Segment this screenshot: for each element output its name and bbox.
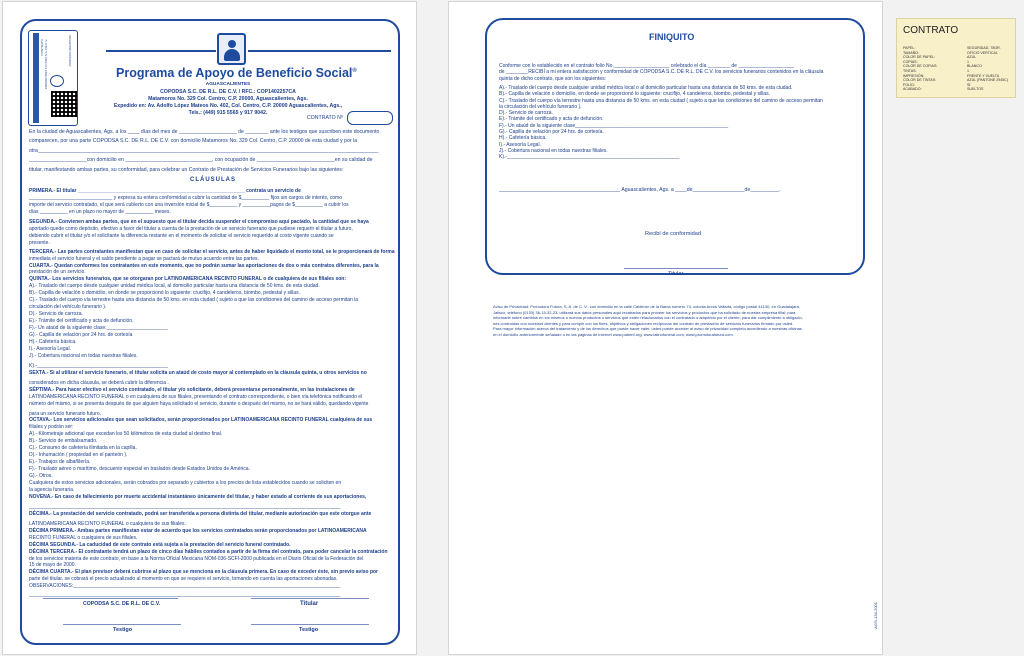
place-date: __________________________________________ Aguascalientes, Ags. a ____de__________________de__________.	[499, 187, 781, 193]
legend-value: BLANCO	[967, 64, 982, 69]
clause-line: circulación del vehículo funerario ).	[29, 304, 107, 311]
qr-code-icon	[51, 91, 77, 117]
legend-key: PAPEL:	[903, 46, 916, 50]
clause-line: ________________________________________________________________________________________________________________	[29, 592, 341, 599]
finiquito-line: de ________RECIBÍ a mi entera satisfacción y conformidad de COPODSA S.C. DE R.L. DE C.V. los servicios funerarios contenidos en la cláusula	[499, 69, 824, 76]
finiquito-line: K).-______________________________________________________________	[499, 154, 680, 161]
print-spec-legend	[896, 18, 1016, 98]
clause-line: LATINOAMERICANA RECINTO FUNERAL o cualquiera de sus filiales.	[29, 520, 186, 527]
clause-line: DÉCIMA TERCERA.- El contratante tendrá un plazo de cinco días hábiles contados a partir de la firma del contrato, para poder cancelar la contratación	[29, 548, 388, 555]
clauses-heading: CLÁUSULAS	[190, 177, 236, 183]
finiquito-line: quinta de dicho contrato, que son los siguientes:	[499, 75, 607, 82]
clause-line: QUINTA.- Los servicios funerarios, que se otorgaran por LATINOAMERICANA RECINTO FUNERAL o de cualquiera de sus filiales son:	[29, 276, 346, 283]
legend-value: AZUL (PANTONE 2945C)	[967, 78, 1009, 83]
titular-signature: Titular	[300, 601, 319, 607]
company-rfc: COPODSA S.C. DE R.L. DE C.V. / RFC.: COP1402257CA	[160, 89, 296, 95]
strip-band	[33, 33, 39, 123]
contract-text-line: comparecen, por una parte COPODSA S.C. DE R.L. DE C.V. con domicilio Matamoros No. 329 Col. Centro, C.P. 20000 de esta ciudad y por la	[29, 138, 358, 145]
legend-value: OFICIO VERTICAL	[967, 50, 998, 55]
contrato-number-field[interactable]	[347, 111, 393, 125]
privacy-line: Aviso de Privacidad: Promotora Futura, S. A. de C. V., con domicilio en la calle Calderón de la Barca número 74, colonia Arcos Vallarta, código postal 44130, en Guadalajara,	[493, 304, 800, 309]
clause-line: D).- Servicio de carroza.	[29, 311, 83, 318]
clause-line: B).- Servicio de embalsamado.	[29, 438, 98, 445]
signature-line	[63, 624, 181, 625]
clause-line: TERCERA.- Las partes contratantes manifiestan que en caso de solicitar el servicio, antes de haber liquidado el monto total, se le proporcionará de forma	[29, 248, 395, 255]
clause-line: J).- Cobertura nacional en todas nuestras filiales.	[29, 352, 138, 359]
finiquito-line: G).- Capilla de velación por 24 hrs. de cortesía.	[499, 129, 604, 135]
finiquito-line: Conforme con lo establecido en el contrato folio No.____________________ celebrado el día ________ de ____________________	[499, 63, 794, 69]
clause-line: LATINOAMERICANA RECINTO FUNERAL o en cualquiera de sus filiales, presentando el contrato correspondiente, o bien vía telefónica notificando el	[29, 393, 363, 400]
legend-value: SÍ	[967, 82, 971, 87]
contrato-number-label: CONTRATO Nº	[307, 115, 343, 121]
clause-line: ______________________________ y expresa su entera conformidad a cubrir la cantidad de $__________ fijos sin cargos de interés, como	[29, 194, 343, 201]
finiquito-line: H).- Cafetería básica.	[499, 135, 547, 142]
clause-line: I).- Asesoría Legal.	[29, 345, 71, 352]
clause-line: Cualquiera de estos servicios adicionales, serán cobrados por separado y cubiertos a los precios de lista establecidos cuando se soliciten en	[29, 480, 342, 486]
legend-title: CONTRATO	[903, 25, 959, 36]
clause-line: A).- Traslado del cuerpo desde cualquier unidad médica local, al domicilio particular hasta una distancia de 50 kms. de esta ciudad.	[29, 283, 320, 290]
finiquito-line: I).- Asesoría Legal.	[499, 141, 541, 148]
form-code: AGS-134-2001	[873, 602, 878, 629]
clause-line: SEXTA.- Si al utilizar el servicio funerario, el titular solicita un ataúd de costo mayor al contemplado en la cláusula quinta, u otros servicios no	[29, 369, 367, 376]
contract-text-line: ____________________con domicilio en ______________________________, con ocupación de ___________________________en su calidad de	[29, 157, 373, 164]
finiquito-title: FINIQUITO	[649, 32, 695, 42]
legend-key: COLOR DE TINTAS:	[903, 78, 937, 83]
clause-line: SÉPTIMA.- Para hacer efectivo el servicio contratado, el titular y/o solicitante, deberá presentarse personalmente, en las instalaciones de	[29, 386, 355, 393]
legend-value: SUELTOS	[967, 87, 984, 92]
clause-line: inmediata el servicio funeral y el saldo pendiente a pagar se pactará de mutuo acuerdo entre las partes.	[29, 255, 259, 262]
clause-line: de los servicios materia de este contrato, en base a la Norma Oficial Mexicana NOM-036-SCFI-2000 publicada en el Diario Oficial de la Federación del	[29, 555, 364, 562]
legend-key: COLOR DE COPIAS:	[903, 64, 938, 69]
witness-signature: Testigo	[113, 627, 133, 633]
issued-address: Expedido en: Av. Adolfo López Mateos No. 402, Col. Centro, C.P. 20000 Aguascalientes, Ags.,	[113, 103, 343, 109]
clause-line: SEGUNDA.- Convienen ambas partes, que en el supuesto que el titular decida suspender el compromiso aquí pactado, la cantidad que se haya	[29, 218, 369, 225]
clause-line: H).- Cafetería básica.	[29, 338, 77, 345]
privacy-line: informarle sobre cambios en los mismos o nuevos productos o servicios que estén relacionados con el contratado o adquirido por el cliente; para dar cumplimiento a obligacio-	[493, 315, 803, 321]
finiquito-line: B).- Capilla de velación o domicilio, en donde se proporcionó lo siguiente: crucifijo, 4 candeleros, biombo, pedestal y sillas.	[499, 91, 770, 98]
legend-key: TAMAÑO:	[903, 50, 920, 55]
clause-line: E).- Trámite del certificado y acta de defunción.	[29, 318, 134, 325]
strip-text: CONTRATO	[40, 39, 44, 56]
legend-key: FOLIO:	[903, 82, 915, 87]
clause-line: importe del servicio contratado, el que será cubierto con una inversión inicial de $__________ y __________pagos de $__________ a cubrir los	[29, 201, 349, 208]
side-strip	[28, 30, 78, 126]
finiquito-line: E).- Trámite del certificado y acta de defunción.	[499, 116, 604, 123]
legend-value: SEGURIDAD, 78GR.	[967, 46, 1001, 50]
clause-line: CUARTA.- Quedan conformes los contratantes en este momento, que no podrán sumar las aportaciones de dos o más contratos diferentes, para la	[29, 262, 379, 269]
legend-value: 1	[967, 59, 969, 64]
clause-line: E).- Trabajos de albañilería.	[29, 459, 91, 466]
signature-line	[43, 598, 178, 599]
header-rule	[248, 50, 391, 52]
finiquito-page	[448, 1, 883, 655]
witness-signature: Testigo	[299, 627, 319, 633]
finiquito-line: D).- Servicio de carroza.	[499, 110, 553, 117]
clause-line: C).- Consumo de cafetería ilimitada en la capilla.	[29, 445, 137, 452]
finiquito-line: A).- Traslado del cuerpo desde cualquier unidad médica local o al domicilio particular hasta una distancia de 50 kms. de esta ciudad.	[499, 84, 793, 91]
titular-label: Titular	[668, 271, 684, 277]
clause-line: prestación de un servicio.	[29, 269, 86, 276]
clause-line: A).- Kilometraje adicional que excedan los 50 kilómetros de esta ciudad al destino final.	[29, 431, 223, 438]
clause-line: K).-_______________________________________________	[29, 362, 168, 369]
clause-line: días __________ en un plazo no mayor de __________ meses.	[29, 208, 171, 215]
legend-value: AZUL	[967, 55, 977, 60]
clause-line: D).- Inhumación ( propiedad en el panteón ).	[29, 452, 128, 459]
clause-line: DÉCIMA CUARTA.- El plan previsor deberá cubrirse al plazo que se menciona en la cláusula primera. En caso de exceder éste, sin previo aviso por	[29, 569, 379, 576]
signature-line	[624, 268, 728, 269]
company-signature: COPODSA S.C. DE R.L. DE C.V.	[83, 601, 161, 607]
clause-line: B).- Capilla de velación o domicilio, en donde se proporcionó lo siguiente: crucifijo, 4 candeleros, biombo, pedestal y sillas.	[29, 290, 300, 297]
finiquito-line: C).- Traslado del cuerpo vía terrestre hasta una distancia de 50 kms. en esta ciudad ( sujeto a que las condiciones del camino de acceso permitan	[499, 97, 823, 104]
clause-line: aportado quede como depósito, efectivo a favor del titular a cuenta de la prestación de un servicio funerario que pudiese requerir el titular a futuro,	[29, 225, 353, 232]
privacy-line: Para mayor información acerca del tratamiento y de los derechos que puede hacer valer, usted puede acceder al aviso de privacidad completo accediendo a nuestras oficinas	[493, 326, 802, 332]
privacy-line: en el domicilio anteriormente señalado o en las páginas de internet www.pabenf.org, www.latinofuneral.com; www.promotorafutura.com.	[493, 332, 734, 337]
legend-key: ACABADO:	[903, 87, 922, 92]
clause-line: ________________________________________________________________________________________________________________	[29, 503, 341, 510]
clause-line: 15 de mayo de 2000.	[29, 562, 76, 569]
clause-line: debiendo cubrir el titular y/o el solicitante la diferencia restante en el momento de solicitar el servicio requerido al costo vigente cuando se	[29, 232, 334, 239]
clause-line: la agencia funeraria.	[29, 486, 75, 493]
received-label: Recibí de conformidad	[645, 231, 701, 237]
finiquito-line: J).- Cobertura nacional en todas nuestras filiales.	[499, 147, 608, 154]
privacy-line: nes contraídas con nuestros clientes y para cumplir con los fines, objetivos y obligaciones recíprocas del contrato de prestación de servicios funerarios firmado por usted.	[493, 320, 794, 326]
clause-line: OCTAVA.- Los servicios adicionales que sean solicitados, serán proporcionados por LATINOAMERICANA RECINTO FUNERAL cualquiera de sus	[29, 417, 373, 424]
legend-value: 1	[967, 69, 969, 73]
legend-key: COPIAS:	[903, 59, 918, 64]
clause-line: DÉCIMA.- La prestación del servicio contratado, podrá ser transferida a persona distinta del titular, mediante autorización que este otorgue ante	[29, 510, 372, 517]
strip-text: PROFECO REGISTRO	[68, 35, 72, 67]
phones: Tels.: (449) 915 5565 y 917 9042.	[188, 110, 268, 116]
clause-line: para un servicio funerario futuro.	[29, 410, 101, 417]
clause-line: PRIMERA.- El titular ____________________________________________________________ contrata un servicio de	[29, 188, 301, 194]
legend-key: IMPRESIÓN:	[903, 73, 925, 78]
strip-text: PROMOTORA FUTURA S.A. DE C.V.	[44, 39, 48, 90]
contract-page	[2, 1, 417, 655]
signature-line	[251, 624, 369, 625]
clause-line: presente.	[29, 239, 50, 246]
program-title: Programa de Apoyo de Beneficio Social®	[116, 66, 357, 80]
legend-value: FRENTE Y VUELTA	[967, 73, 1000, 78]
legend-key: COLOR DE PAPEL:	[903, 55, 936, 60]
clause-line: filiales y podrán ser:	[29, 424, 74, 431]
city: AGUASCALIENTES	[205, 82, 251, 87]
clause-line: parte del titular, se cobrará el precio actualizado al momento en que se requiere el servicio, tomando en cuenta las aportaciones abonadas.	[29, 576, 338, 583]
clause-line: número del mismo, si se presenta después de que alguien haya solicitado el servicio, durante o después del mismo, no se hará válido, quedando vigente	[29, 400, 369, 407]
company-address: Matamoros No. 329 Col. Centro, C.P. 20000, Aguascalientes, Ags.	[148, 96, 308, 102]
clause-line: DÉCIMA PRIMERA.- Ambas partes manifiestan estar de acuerdo que los servicios contratados serán proporcionados por LATINOAMERICANA	[29, 527, 367, 534]
header-rule	[106, 50, 216, 52]
program-logo-icon	[217, 33, 246, 65]
clause-line: RECINTO FUNERAL o cualquiera de sus filiales.	[29, 534, 138, 541]
clause-line: F).- Un ataúd de la siguiente clase:______________________	[29, 325, 168, 332]
contract-text-line: En la ciudad de Aguascalientes, Ags. a los ____ días del mes de ____________________ de ________ ante los testigos que suscriben este documento	[29, 129, 380, 135]
clause-line: F).- Traslado aéreo o marítimo, descuento especial en traslados desde Estados Unidos de América.	[29, 466, 250, 473]
legend-key: TINTAS:	[903, 69, 917, 73]
finiquito-line: la circulación del vehículo funerario ).	[499, 103, 582, 110]
privacy-line: Jalisco, teléfono (0133) 36-15-32-23, utilizará sus datos personales aquí recabados para proveer los servicios y productos que ha solicitado de nuestra empresa filial; para	[493, 309, 796, 315]
clause-line: considerados en dicha cláusula, se deberá cubrir la diferencia .	[29, 379, 169, 386]
contract-text-line: titular, manifestando ambas partes, su conformidad, para celebrar un Contrato de Prestación de Servicios Funerarios bajo las siguientes:	[29, 166, 344, 173]
clause-line: NOVENA.- En caso de fallecimiento por muerte accidental instantáneo únicamente del titular, y haber estado al corriente de sus aportaciones,	[29, 493, 367, 500]
signature-line	[251, 598, 369, 599]
contract-text-line: otra______________________________________________________________________________________________________________________	[29, 147, 379, 154]
clause-line: OBSERVACIONES:________________________________________________________________________________________________	[29, 583, 341, 590]
clause-line: G).- Capilla de velación por 24 hrs. de cortesía	[29, 332, 133, 338]
seal-icon	[50, 75, 64, 87]
clause-line: DÉCIMA SEGUNDA.- La caducidad de este contrato está sujeta a la prestación del servicio funeral contratado.	[29, 541, 291, 548]
finiquito-line: F).- Un ataúd de la siguiente clase_______________________________________________________	[499, 122, 729, 129]
clause-line: C).- Traslado del cuerpo vía terrestre hasta una distancia de 50 kms. en esta ciudad ( sujeto a que las condiciones del camino de acceso permitan la	[29, 297, 359, 304]
clause-line: G).- Otros.	[29, 473, 53, 480]
